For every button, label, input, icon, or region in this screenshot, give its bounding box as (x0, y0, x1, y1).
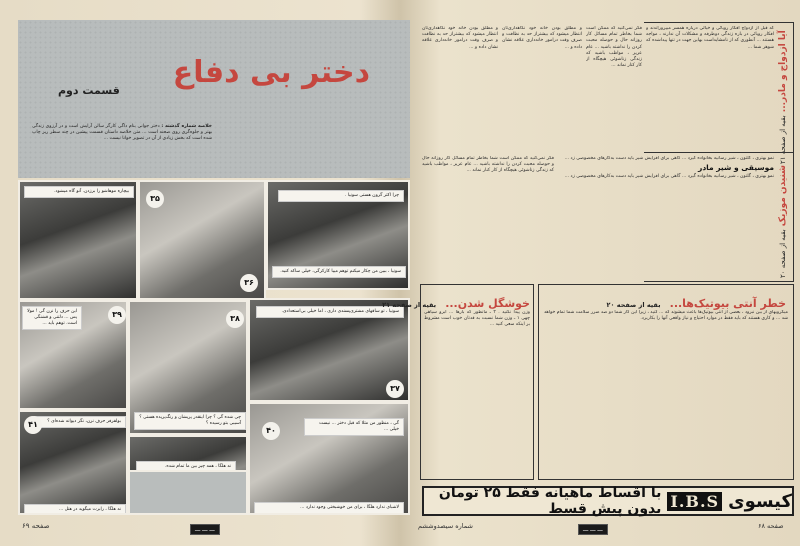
comic-panel (138, 180, 266, 300)
comic-panel (18, 410, 128, 515)
article-title-antibiotics: خطر آنتی بیوتیک‌ها... بقیه از صفحه ۲۰ (606, 297, 786, 310)
page-number: صفحه ۶۸ (758, 522, 784, 530)
panel-number: ۳۵ (146, 190, 164, 208)
article-title-music: شنیدن موزیک بقیه از صفحه ۲۰ (778, 165, 788, 278)
speech-bubble: سونیا ، ببین من چکار میکنم توهم مییا کارکرگی، خیلی ساکه کنید. (272, 266, 406, 278)
panel-number: ۴۱ (24, 416, 42, 434)
speech-bubble: نه هلگا ، همه چیز بین ما تمام شده. (136, 461, 236, 473)
comic-panel (266, 180, 410, 290)
article-title-beauty: خوشگل شدن... بقیه از صفحه ۲۱ (382, 297, 530, 310)
story-title: دختر بی دفاع (172, 55, 370, 90)
speech-bubble: نه هلگا ، رابرت میگوید در هتل ... (24, 504, 126, 515)
panel-number: ۴۰ (262, 422, 280, 440)
speech-bubble: چی شده گی ؟ چرا اینقدر پریشان و رنگ‌پریده هستی ؟ آسیبی بتو رسیده ؟ (134, 412, 246, 430)
comic-panel (248, 298, 410, 402)
magazine-logo: ـــ ـــ ـــ (578, 524, 608, 535)
panel-number: ۳۸ (226, 310, 244, 328)
panel-number: ۳۷ (386, 380, 404, 398)
magazine-logo: ـــ ـــ ـــ (190, 524, 220, 535)
speech-bubble: لاشبای ندارد هلگا ، برای من خوشبختی وجود ندارد ... (254, 502, 404, 514)
comic-panel (128, 300, 248, 435)
comic-panel (248, 402, 410, 515)
article-text: فکر نمی‌کنید که ممکن است شما بخاطر تمام مسائل کار روزانه حال و حوصله محبت کردن را نداشته باشید ... عام عزیز ، مواظب باشید که زندگی زناشوئی هیچگاه از کار کنار نماند ... (586, 26, 642, 69)
speech-bubble: این حرف را نزن گی ! مولا پس ... دلتنی و قشنگی است. توهم باید ... (22, 306, 82, 330)
ad-banner (422, 486, 794, 516)
speech-bubble: گی ، منظور من مثلا که قبل دختر ... نیست خیلی ... (304, 418, 404, 436)
comic-panel (18, 300, 128, 410)
comic-panel (18, 180, 138, 300)
speech-bubble: سونیا ، تو ساقهای مشتری‌پسندی داری ، اما خیلی بی‌استعدادی. (256, 306, 404, 318)
section-heading: موسیقی و شیر مادر (698, 163, 774, 173)
article-text: میکروبهای از بین نبرود ، بعضی از آنتی بیوتیک‌ها باعث میشوند که ... کنید ، زیرا این کار شما دو صد ضرر سلامت شما تمام خواهد شد ... و کاری هستند که باید فقط در موارد احتیاج و نیاز واقعی آنها را بکاربرد. (544, 310, 788, 322)
article-text: و مطلق بودن خانه خود نگاهداری‌تان انتظار میشود که بیشتراز حد به نظافت و صرف وقت درامور خانه‌داری علاقه نشان داده و ... (422, 26, 498, 50)
synopsis-label: خلاصه شماره گذشته : (161, 124, 212, 129)
page-number: صفحه ۶۹ (22, 522, 50, 530)
synopsis-text: دختر جوانی بنام داگی کارگر سالن آرایش است و در آرزوی زندگی بهتر و جلوه‌گری روی صحنه است ... متن خلاصه داستان قسمت پیشین در چند سطر ریز چاپ شده است که بخش زیادی از آن در تصویر خوانا نیست ... (32, 124, 212, 141)
part-label: قسمت دوم (58, 84, 120, 97)
speech-bubble: چرا اکثر گرون هستی سونیا . (278, 190, 404, 202)
article-text: که قبل از ازدواج افکار رویائی و خیالی درباره همسر میپروراندند و افکار رویائی در باره زندگی دوطرفه و مشکلات آن ندارند ، مواجه هستند ... آنطوری که از نامشایداست بهاین جهت در تنها پیداشده که شوهر شما ... (646, 26, 774, 50)
synopsis (32, 124, 212, 142)
ad-text: با اقساط ماهیانه فقط ۲۵ تومان بدون پیش قسط (438, 485, 662, 517)
ad-brand: کیسوی (728, 490, 792, 512)
comic-panel (128, 470, 248, 515)
speech-bubble: بیچاره موهاشو را برزدن. آنو گاه میشود. (24, 186, 134, 198)
panel-number: ۳۶ (240, 274, 258, 292)
article-text: نمو بهتری ، گلتون ، شیر رسانیه بخانواده گیرد ... گاهی برای افزایش شیر باید دست به‌کارهای مخصوصی زد ... موسیقی و شیر مادر نمو بهتری ، گلتون ، شیر رسانیه بخانواده گیرد ... گاهی برای افزایش شیر باید دست به‌کارهای مخصوصی زد ... (558, 156, 774, 280)
article-text: وزن پیدا نکنید . ۲ ـ مانطور که بارها ... ابرو سیاهی چهی ۱ ـ وزن شما نسبت به قدتان خوب است مشروط بر اینکه سعی کنید ... (424, 310, 530, 328)
article-title-marriage: آیا ازدواج و مادر... بقیه از صفحه ۲۱ (778, 30, 788, 164)
panel-number: ۳۹ (108, 306, 126, 324)
ad-logo: I.B.S (667, 492, 722, 511)
title-band (18, 20, 410, 178)
article-text: و مطلق بودن خانه خود نگاهداری‌تان انتظار میشود که بیشتراز حد به نظافت و صرف وقت درامور خانه‌داری علاقه نشان داده و ... (502, 26, 582, 50)
article-text: فکر نمی‌کنید که ممکن است شما بخاطر تمام مسائل کار روزانه حال و حوصله محبت کردن را نداشته باشید ... عام عزیز ، مواظب باشید که زندگی زناشوئی هیچگاه از کار کنار نماند ... (422, 156, 554, 174)
speech-bubble: بولفرفر حرف نزن، نگر دیوانه شده‌ای ؟ (34, 416, 126, 428)
issue-number: شماره سیصدوششم (418, 522, 473, 530)
